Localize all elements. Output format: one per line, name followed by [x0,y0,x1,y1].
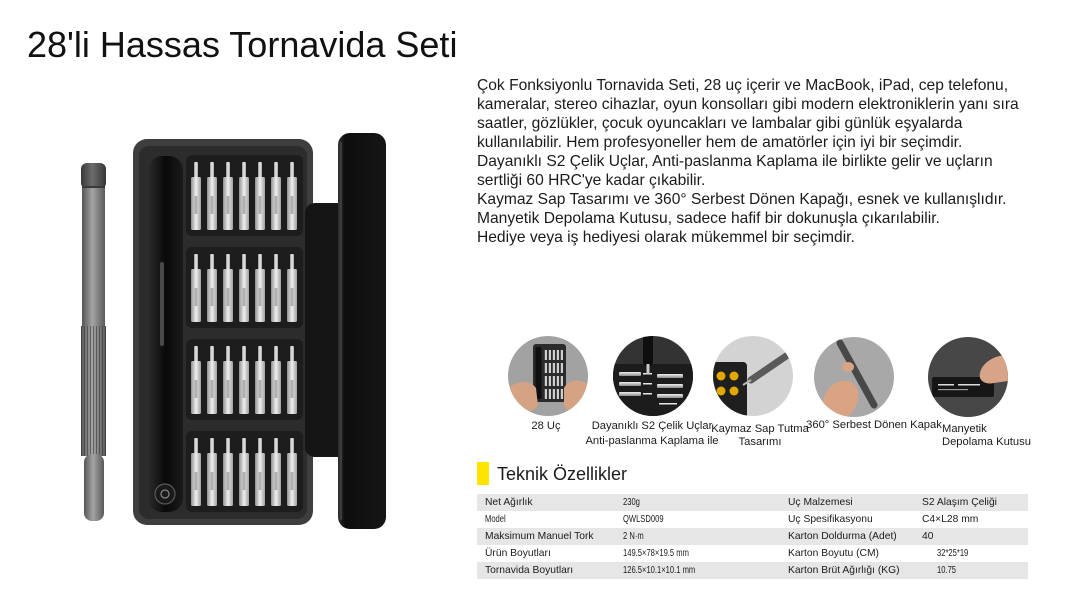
table-row [477,528,1028,545]
feature-label-line: Depolama Kutusu [942,436,1031,448]
feature-label-line: 28 Uç [531,420,561,432]
description-line: kameralar, stereo cihazlar, oyun konsolları gibi modern elektroniklerin yanı sıra [477,96,1019,113]
spec-label: Tornavida Boyutları [485,565,574,576]
spec-label: Maksimum Manuel Tork [485,531,594,542]
feature-image-rotating-cap [814,337,894,417]
feature-image-28-bits [508,336,588,416]
feature-label-line: Kaymaz Sap Tutma [711,423,809,435]
table-row [477,545,1028,562]
feature-label [804,419,944,432]
feature-label-line: Tasarımı [738,436,782,448]
feature-label-line: Manyetik [942,423,987,435]
description-line: Kaymaz Sap Tasarımı ve 360° Serbest Dönen Kapağı, esnek ve kullanışlıdır. [477,191,1007,208]
description-line: sertliği 60 HRC'ye kadar çıkabilir. [477,172,706,189]
feature-image-non-slip-handle [713,336,793,416]
feature-image-s2-steel-bits [613,336,693,416]
case-screwdriver-handle [148,156,183,512]
section-accent-bar [477,462,489,485]
spec-label: Karton Brüt Ağırlığı (KG) [788,565,900,576]
feature-label-line: Anti-paslanma Kaplama ile [585,435,719,447]
spec-label: Net Ağırlık [485,497,533,508]
description-line: saatler, gözlükler, çocuk oyuncakları ve lambalar gibi günlük eşyalarda [477,115,963,132]
storage-case [133,139,313,525]
specs-table [477,494,1028,579]
spec-label: Model [485,514,506,525]
specs-heading: Teknik Özellikler [497,464,628,484]
spec-value: 230g [623,497,640,508]
spec-label: Uç Spesifikasyonu [788,514,873,525]
spec-value: 126.5×10.1×10.1 mm [623,565,696,576]
table-row [477,494,1028,511]
description-line: Dayanıklı S2 Çelik Uçlar, Anti-paslanma Kaplama ile birlikte gelir ve uçların [477,153,993,170]
spec-value: 149.5×78×19.5 mm [623,548,689,559]
page-title: 28'li Hassas Tornavida Seti [27,24,458,65]
spec-value: 32*25*19 [937,548,969,559]
spec-label: Uç Malzemesi [788,497,853,508]
description-line: kullanılabilir. Hem profesyoneller hem de amatörler için iyi bir seçimdir. [477,134,963,151]
description-line: Manyetik Depolama Kutusu, sadece hafif bir dokunuşla çıkarılabilir. [477,210,940,227]
spec-label: Karton Boyutu (CM) [788,548,879,559]
spec-value: 40 [922,531,934,542]
feature-label [942,423,1031,449]
spec-value: S2 Alaşım Çeliği [922,497,997,508]
case-lid [338,133,386,529]
feature-label [700,423,820,449]
product-image [60,120,400,540]
table-row [477,511,1028,528]
description-line: Çok Fonksiyonlu Tornavida Seti, 28 uç içerir ve MacBook, iPad, cep telefonu, [477,77,1009,94]
spec-value: 2 N·m [623,531,644,542]
table-row [477,562,1028,579]
spec-value: QWLSD009 [623,514,664,525]
description-line: Hediye veya iş hediyesi olarak mükemmel bir seçimdir. [477,229,855,246]
spec-value: C4×L28 mm [922,514,979,525]
spec-label: Ürün Boyutları [485,548,551,559]
feature-label [496,420,596,433]
feature-label-line: Dayanıklı S2 Çelik Uçlar [591,420,713,432]
feature-image-magnetic-box [928,337,1008,417]
spec-label: Karton Doldurma (Adet) [788,531,897,542]
spec-value: 10.75 [937,565,957,576]
feature-label-line: 360° Serbest Dönen Kapak [806,419,942,431]
screwdriver [81,163,106,521]
product-description [477,76,1019,247]
